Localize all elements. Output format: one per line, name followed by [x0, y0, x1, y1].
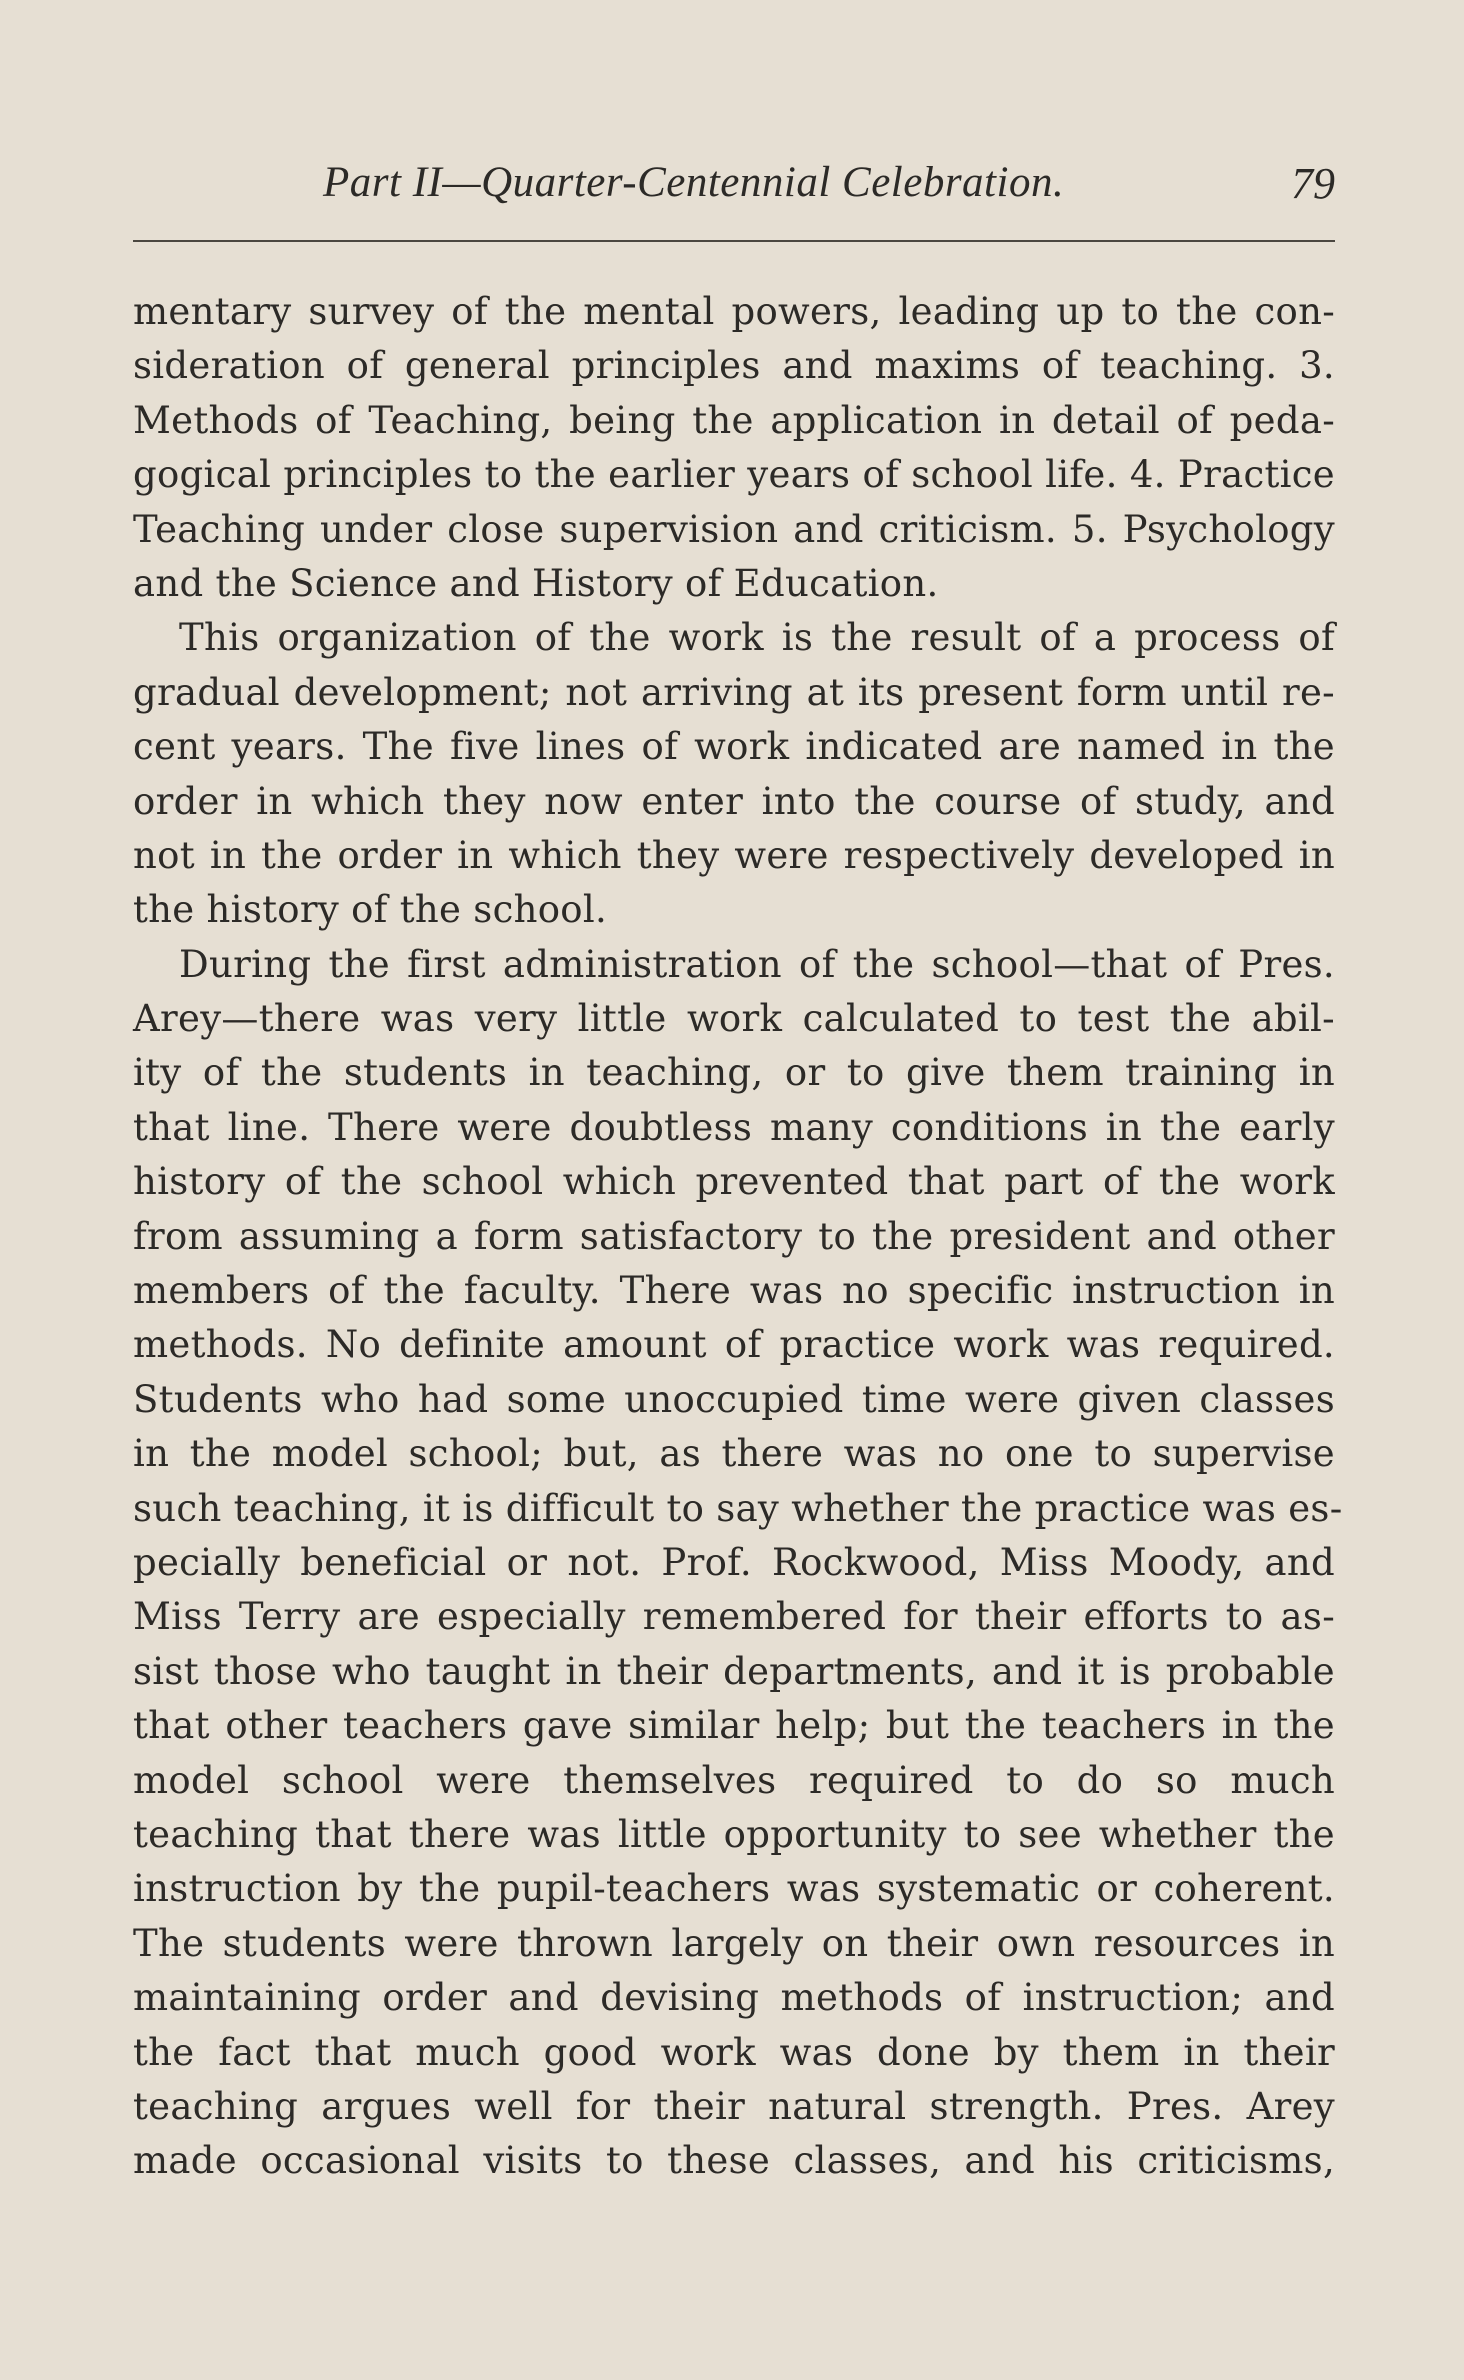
paragraph-first-line: This organization of the work is the result of a process of [179, 616, 1335, 660]
text-line: The students were thrown largely on their own resources in [133, 1921, 1335, 1965]
text-line: Methods of Teaching, being the application in detail of peda- [133, 398, 1335, 442]
text-line: mentary survey of the mental powers, leading up to the con- [133, 290, 1335, 333]
text-line: Miss Terry are especially remembered for their efforts to as- [133, 1595, 1335, 1639]
text-line: Teaching under close supervision and criticism. 5. Psychology [133, 507, 1335, 551]
text-line: order in which they now enter into the course of study, and [133, 779, 1335, 823]
text-line: model school were themselves required to do so much [133, 1758, 1335, 1802]
text-line: made occasional visits to these classes, and his criticisms, [133, 2139, 1335, 2183]
text-line: Arey—there was very little work calculated to test the abil- [133, 997, 1335, 1041]
text-line: and the Science and History of Education. [133, 561, 939, 605]
text-line: such teaching, it is difficult to say whether the practice was es- [133, 1486, 1343, 1530]
text-line: sideration of general principles and maxims of teaching. 3. [133, 344, 1335, 388]
text-line: members of the faculty. There was no specific instruction in [133, 1269, 1335, 1313]
text-line: in the model school; but, as there was no one to supervise [133, 1432, 1335, 1476]
paragraph-first-line: During the first administration of the school—that of Pres. [179, 942, 1335, 986]
running-title: Part II—Quarter-Centennial Celebration. [323, 159, 1065, 206]
text-line: the fact that much good work was done by them in their [133, 2030, 1335, 2074]
text-line: teaching argues well for their natural strength. Pres. Arey [133, 2084, 1335, 2128]
text-line: pecially beneficial or not. Prof. Rockwood, Miss Moody, and [133, 1540, 1335, 1584]
text-line: the history of the school. [133, 888, 608, 932]
text-line: gradual development; not arriving at its present form until re- [133, 670, 1335, 714]
text-line: methods. No definite amount of practice work was required. [133, 1323, 1335, 1367]
text-line: gogical principles to the earlier years of school life. 4. Practice [133, 453, 1335, 497]
text-line: not in the order in which they were respectively developed in [133, 833, 1335, 877]
header-rule [133, 240, 1335, 242]
text-line: maintaining order and devising methods of instruction; and [133, 1976, 1335, 2020]
text-line: history of the school which prevented that part of the work [133, 1160, 1335, 1204]
text-line: from assuming a form satisfactory to the president and other [133, 1214, 1335, 1258]
text-line: that line. There were doubtless many conditions in the early [133, 1105, 1335, 1149]
page-number: 79 [1291, 159, 1335, 208]
text-line: cent years. The five lines of work indicated are named in the [133, 725, 1335, 769]
page-header [133, 158, 1335, 220]
text-line: ity of the students in teaching, or to give them training in [133, 1051, 1335, 1095]
text-line: instruction by the pupil-teachers was systematic or coherent. [133, 1867, 1335, 1911]
body-text [133, 285, 1343, 2189]
text-line: that other teachers gave similar help; but the teachers in the [133, 1704, 1335, 1748]
text-line: teaching that there was little opportunity to see whether the [133, 1812, 1335, 1856]
text-line: sist those who taught in their departments, and it is probable [133, 1649, 1335, 1693]
text-line: Students who had some unoccupied time were given classes [133, 1377, 1335, 1421]
